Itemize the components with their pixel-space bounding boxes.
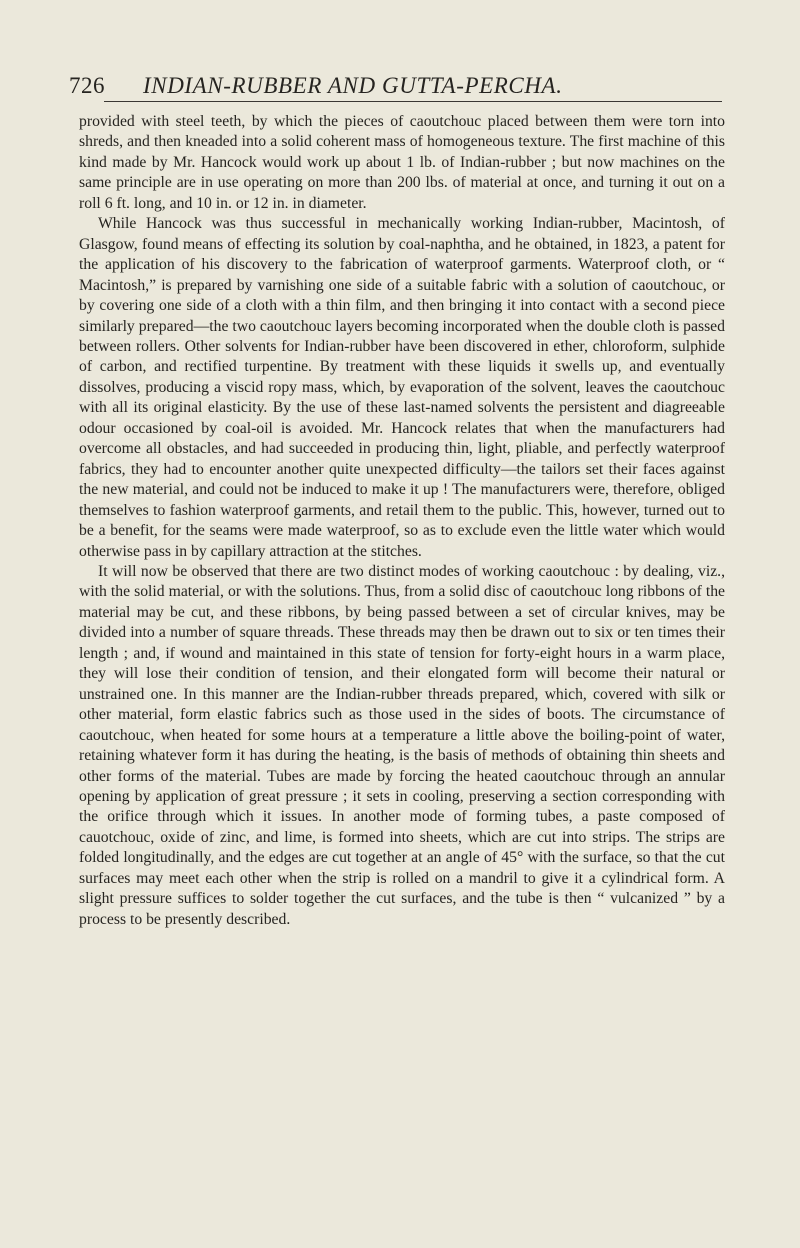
paragraph-2: While Hancock was thus successful in mechanically working Indian-rubber, Macintosh, of Glasgow, found means of effecting its solution by coal-naphtha, and he obtained, in 1823, a patent for the application of his discovery to the fabrication of waterproof garments. Waterproof cloth, or “ Macintosh,” is prepared by varnishing one side of a suitable fabric with a solution of caoutchouc, or by covering one side of a cloth with a thin film, and then bringing it into contact with a second piece similarly prepared—the two caoutchouc layers becoming incorporated when the double cloth is passed between rollers. Other solvents for Indian-rubber have been discovered in ether, chloroform, sulphide of carbon, and rectified turpentine. By treatment with these liquids it swells up, and eventually dissolves, producing a viscid ropy mass, which, by evaporation of the solvent, leaves the caoutchouc with all its original elasticity. By the use of these last-named solvents the persistent and diagreeable odour occasioned by coal-oil is avoided. Mr. Hancock relates that when the manufacturers had overcome all obstacles, and had succeeded in producing thin, light, pliable, and perfectly waterproof fabrics, they had to encounter another quite unexpected difficulty—the tailors set their faces against the new material, and could not be induced to make it up ! The manufacturers were, therefore, obliged themselves to fashion waterproof garments, and retail them to the public. This, however, turned out to be a benefit, for the seams were made waterproof, so as to exclude even the little water which would otherwise pass in by capillary attraction at the stitches. bbox=[79, 215, 725, 560]
running-title: INDIAN-RUBBER AND GUTTA-PERCHA. bbox=[143, 73, 563, 98]
page-header bbox=[69, 73, 739, 103]
paragraph-3: It will now be observed that there are two distinct modes of working caoutchouc : by dealing, viz., with the solid material, or with the solutions. Thus, from a solid disc of caoutchouc long ribbons of the material may be cut, and these ribbons, by being passed between a set of circular knives, may be divided into a number of square threads. These threads may then be drawn out to six or ten times their length ; and, if wound and maintained in this state of tension for forty-eight hours in a warm place, they will lose their condition of tension, and their elongated form will become their natural or unstrained one. In this manner are the Indian-rubber threads prepared, which, covered with silk or other material, form elastic fabrics such as those used in the sides of boots. The circumstance of caoutchouc, when heated for some hours at a temperature a little above the boiling-point of water, retaining whatever form it has during the heating, is the basis of methods of obtaining thin sheets and other forms of the material. Tubes are made by forcing the heated caoutchouc through an annular opening by application of great pressure ; it sets in cooling, preserving a section corresponding with the orifice through which it issues. In another mode of forming tubes, a paste composed of cauotchouc, oxide of zinc, and lime, is formed into sheets, which are cut into strips. The strips are folded longitudinally, and the edges are cut together at an angle of 45° with the surface, so that the cut surfaces may meet each other when the strip is rolled on a mandril to give it a cylindrical form. A slight pressure suffices to solder together the cut surfaces, and the tube is then “ vulcanized ” by a process to be presently described. bbox=[79, 562, 725, 928]
page-number: 726 bbox=[69, 73, 105, 98]
body-text bbox=[79, 112, 725, 930]
header-rule bbox=[104, 101, 722, 102]
paragraph-1: provided with steel teeth, by which the pieces of caoutchouc placed between them were torn into shreds, and then kneaded into a solid coherent mass of homogeneous texture. The first machine of this kind made by Mr. Hancock would work up about 1 lb. of Indian-rubber ; but now machines on the same principle are in use operating on more than 200 lbs. of material at once, and turning it out on a roll 6 ft. long, and 10 in. or 12 in. in diameter. bbox=[79, 113, 725, 212]
